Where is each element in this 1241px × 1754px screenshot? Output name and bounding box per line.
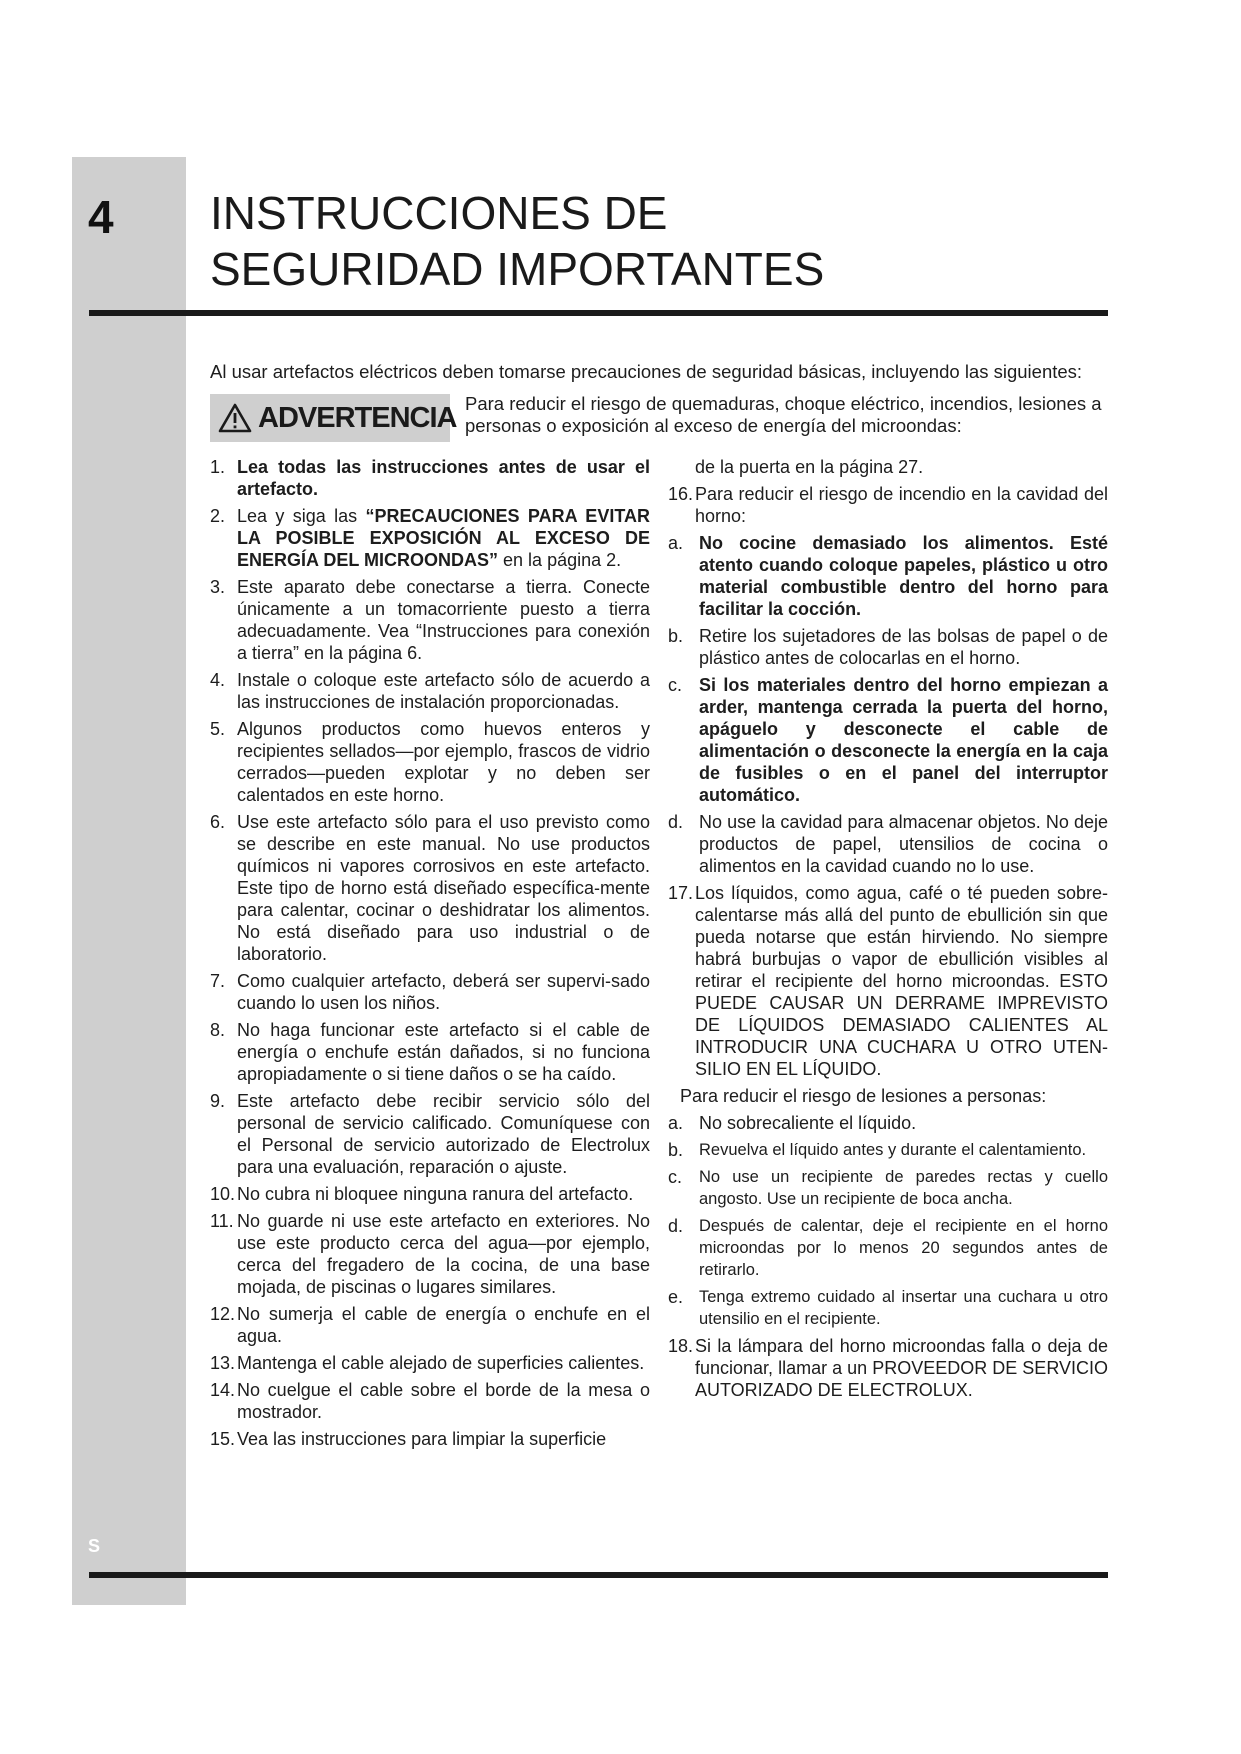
page-number: 4 bbox=[88, 191, 114, 243]
item-text-part: Mantenga el cable alejado de superficies calientes. bbox=[237, 1353, 645, 1373]
item-text bbox=[237, 505, 650, 571]
injury-intro: Para reducir el riesgo de lesiones a personas: bbox=[680, 1086, 1047, 1106]
item-number: 3. bbox=[210, 577, 226, 597]
item-text bbox=[237, 811, 650, 965]
page-title-text: INSTRUCCIONES DE SEGURIDAD IMPORTANTES bbox=[210, 187, 825, 295]
item-text-part: No guarde ni use este artefacto en exteriores. No use este producto cerca del agua—por ejemplo, cerca del fregadero de la cocina, de una base mojada, de piscinas o lugares similares. bbox=[237, 1211, 650, 1297]
sub-item-letter: a. bbox=[668, 533, 684, 553]
item-text bbox=[237, 1352, 650, 1374]
list-item-18 bbox=[668, 1335, 1108, 1401]
list-item bbox=[210, 1090, 650, 1178]
intro-text: Al usar artefactos eléctricos deben tomarse precauciones de seguridad básicas, incluyendo las siguientes: bbox=[210, 361, 1083, 382]
right-column bbox=[668, 456, 1108, 1406]
item-number: 1. bbox=[210, 457, 226, 477]
item-text-part: Este aparato debe conectarse a tierra. Conecte únicamente a un tomacorriente puesto a tierra adecuadamente. Vea “Instrucciones para conexión a tierra” en la página 6. bbox=[237, 577, 650, 663]
item-text-part: No sumerja el cable de energía o enchufe en el agua. bbox=[237, 1304, 650, 1346]
sub-list-item bbox=[668, 811, 1108, 877]
item-text bbox=[237, 1379, 650, 1423]
sub-item-letter: d. bbox=[668, 812, 684, 832]
item-text bbox=[237, 1183, 650, 1205]
item-text-part: No cuelgue el cable sobre el borde de la mesa o mostrador. bbox=[237, 1380, 650, 1422]
sub-item-text: Revuelva el líquido antes y durante el calentamiento. bbox=[699, 1141, 1087, 1159]
header-divider bbox=[89, 310, 1108, 316]
warning-text: Para reducir el riesgo de quemaduras, choque eléctrico, incendios, lesiones a personas o exposición al exceso de energía del microondas: bbox=[465, 393, 1102, 436]
item-number: 6. bbox=[210, 812, 226, 832]
item-number: 2. bbox=[210, 506, 226, 526]
item-number: 18. bbox=[668, 1336, 694, 1356]
sub-item-letter: c. bbox=[668, 1167, 683, 1187]
item-text bbox=[237, 1303, 650, 1347]
item-number: 9. bbox=[210, 1091, 226, 1111]
list-item bbox=[210, 1210, 650, 1298]
side-margin-bar bbox=[72, 157, 186, 1605]
item-text-part: Como cualquier artefacto, deberá ser supervi-sado cuando lo usen los niños. bbox=[237, 971, 650, 1013]
item-text bbox=[237, 1090, 650, 1178]
warning-label: ADVERTENCIA bbox=[258, 401, 457, 434]
item-text-part: No cubra ni bloquee ninguna ranura del artefacto. bbox=[237, 1184, 634, 1204]
item-17-sublist bbox=[668, 1112, 1108, 1330]
item-16-sublist bbox=[668, 532, 1108, 877]
sub-item-text: Tenga extremo cuidado al insertar una cuchara u otro utensilio en el recipiente. bbox=[699, 1288, 1108, 1328]
item-text bbox=[237, 970, 650, 1014]
list-item bbox=[210, 669, 650, 713]
list-item bbox=[210, 1183, 650, 1205]
list-item bbox=[210, 576, 650, 664]
item-text-part: Algunos productos como huevos enteros y recipientes sellados—por ejemplo, frascos de vidrio cerrados—pueden explotar y no deben ser calentados en este horno. bbox=[237, 719, 650, 805]
left-column bbox=[210, 456, 650, 1455]
sub-item-text: No sobrecaliente el líquido. bbox=[699, 1113, 917, 1133]
list-item bbox=[210, 1019, 650, 1085]
item-text bbox=[237, 456, 650, 500]
language-marker: S bbox=[88, 1536, 101, 1556]
sub-list-item bbox=[668, 1112, 1108, 1134]
item-text: Para reducir el riesgo de incendio en la cavidad del horno: bbox=[695, 484, 1108, 526]
list-item-16 bbox=[668, 483, 1108, 527]
list-item bbox=[210, 1303, 650, 1347]
sub-item-letter: e. bbox=[668, 1287, 684, 1307]
item-text bbox=[237, 576, 650, 664]
footer-divider bbox=[89, 1572, 1108, 1578]
list-item bbox=[210, 505, 650, 571]
sub-item-letter: b. bbox=[668, 1140, 684, 1160]
item-text-part: Lea y siga las bbox=[237, 506, 366, 526]
item-text-part: No haga funcionar este artefacto si el cable de energía o enchufe están dañados, si no funciona apropiadamente o si tiene daños o se ha caído. bbox=[237, 1020, 650, 1084]
item-text bbox=[237, 669, 650, 713]
item-number: 15. bbox=[210, 1429, 236, 1449]
sub-list-item bbox=[668, 1286, 1108, 1330]
item-number: 11. bbox=[210, 1211, 234, 1231]
sub-item-text: Si los materiales dentro del horno empiezan a arder, mantenga cerrada la puerta del horno, apáguelo y desconecte el cable de alimentación o desconecte la energía en la caja de fusibles o en el panel del interruptor automático. bbox=[699, 675, 1108, 805]
item-number: 7. bbox=[210, 971, 226, 991]
list-item bbox=[210, 1352, 650, 1374]
sub-item-letter: c. bbox=[668, 675, 683, 695]
sub-list-item bbox=[668, 1215, 1108, 1281]
sub-item-letter: b. bbox=[668, 626, 684, 646]
item-text-part: “PRECAUCIONES PARA EVITAR LA POSIBLE EXPOSICIÓN AL EXCESO DE ENERGÍA DEL MICROONDAS” bbox=[237, 506, 650, 570]
list-item bbox=[210, 811, 650, 965]
item-text bbox=[237, 1210, 650, 1298]
item-number: 8. bbox=[210, 1020, 226, 1040]
item-text-part: Este artefacto debe recibir servicio sólo del personal de servicio calificado. Comuníquese con el Personal de servicio autorizado de Electrolux para una evaluación, reparación o ajuste. bbox=[237, 1091, 650, 1177]
item-number: 10. bbox=[210, 1184, 236, 1204]
list-item bbox=[210, 718, 650, 806]
sub-item-text: No cocine demasiado los alimentos. Esté atento cuando coloque papeles, plástico u otro material combustible dentro del horno para facilitar la cocción. bbox=[699, 533, 1108, 619]
list-item bbox=[210, 970, 650, 1014]
sub-list-item bbox=[668, 674, 1108, 806]
item-number: 16. bbox=[668, 484, 694, 504]
list-item bbox=[210, 456, 650, 500]
item-15-continuation: de la puerta en la página 27. bbox=[695, 457, 924, 477]
list-item-17 bbox=[668, 882, 1108, 1080]
sub-list-item bbox=[668, 1166, 1108, 1210]
sub-item-text: Retire los sujetadores de las bolsas de papel o de plástico antes de colocarlas en el horno. bbox=[699, 626, 1108, 668]
item-text bbox=[237, 1019, 650, 1085]
sub-list-item bbox=[668, 625, 1108, 669]
item-text-part: Instale o coloque este artefacto sólo de acuerdo a las instrucciones de instalación proporcionadas. bbox=[237, 670, 650, 712]
sub-item-text: Después de calentar, deje el recipiente en el horno microondas por lo menos 20 segundos antes de retirarlo. bbox=[699, 1217, 1108, 1279]
item-text-part: Use este artefacto sólo para el uso previsto como se describe en este manual. No use productos químicos ni vapores corrosivos en este artefacto. Este tipo de horno está diseñado específica-mente para calentar, cocinar o deshidratar los alimentos. No está diseñado para uso industrial o de laboratorio. bbox=[237, 812, 650, 964]
item-number: 5. bbox=[210, 719, 226, 739]
sub-item-letter: a. bbox=[668, 1113, 684, 1133]
sub-item-letter: d. bbox=[668, 1216, 684, 1236]
item-text-part: en la página 2. bbox=[498, 550, 622, 570]
item-number: 4. bbox=[210, 670, 226, 690]
item-number: 13. bbox=[210, 1353, 236, 1373]
item-number: 17. bbox=[668, 883, 694, 903]
page-title bbox=[210, 185, 910, 297]
item-text: Si la lámpara del horno microondas falla o deja de funcionar, llamar a un PROVEEDOR DE SERVICIO AUTORIZADO DE ELECTROLUX. bbox=[695, 1336, 1108, 1400]
item-text: Los líquidos, como agua, café o té pueden sobre-calentarse más allá del punto de ebullición sin que pueda notarse que están hirviendo. No siempre habrá burbujas o vapor de ebullición visibles al retirar el recipiente del horno microondas. ESTO PUEDE CAUSAR UN DERRAME IMPREVISTO DE LÍQUIDOS DEMASIADO CALIENTES AL INTRODUCIR UNA CUCHARA U OTRO UTEN-SILIO EN EL LÍQUIDO. bbox=[695, 883, 1108, 1079]
item-text bbox=[237, 718, 650, 806]
sub-list-item bbox=[668, 532, 1108, 620]
sub-item-text: No use la cavidad para almacenar objetos. No deje productos de papel, utensilios de cocina o alimentos en la cavidad cuando no lo use. bbox=[699, 812, 1108, 876]
item-text-part: Vea las instrucciones para limpiar la superficie bbox=[237, 1429, 607, 1449]
sub-list-item bbox=[668, 1139, 1108, 1161]
list-item bbox=[210, 1428, 650, 1450]
list-item bbox=[210, 1379, 650, 1423]
sub-item-text: No use un recipiente de paredes rectas y cuello angosto. Use un recipiente de boca ancha. bbox=[699, 1168, 1108, 1208]
item-text-part: Lea todas las instrucciones antes de usar el artefacto. bbox=[237, 457, 650, 499]
item-text bbox=[237, 1428, 650, 1450]
item-number: 14. bbox=[210, 1380, 236, 1400]
item-number: 12. bbox=[210, 1304, 236, 1324]
warning-triangle-icon bbox=[218, 403, 252, 433]
warning-badge bbox=[210, 394, 457, 442]
